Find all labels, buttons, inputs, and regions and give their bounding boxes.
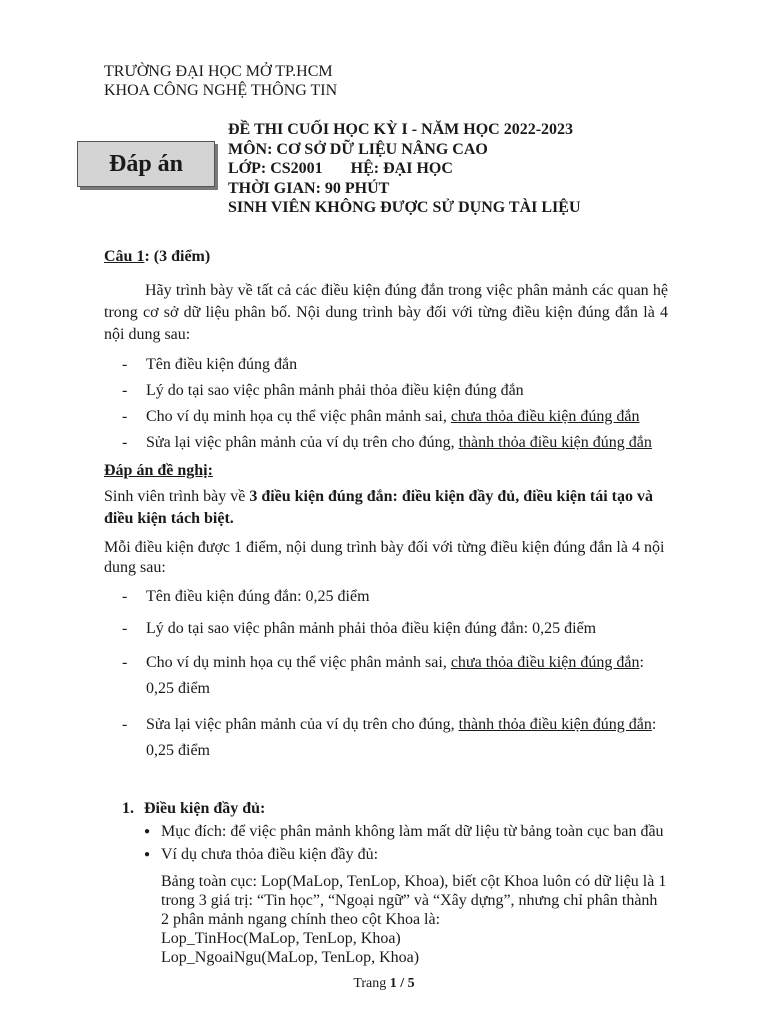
exam-subject: MÔN: CƠ SỞ DỮ LIỆU NÂNG CAO: [228, 140, 488, 158]
section-1-title: Điều kiện đầy đủ:: [144, 800, 266, 817]
list-item: - Lý do tại sao việc phân mảnh phải thỏa điều kiện đúng đắn: [104, 380, 668, 402]
exam-time: THỜI GIAN: 90 PHÚT: [228, 179, 390, 197]
fragment-2: Lop_NgoaiNgu(MaLop, TenLop, Khoa): [161, 949, 420, 966]
school-header: [104, 62, 337, 100]
exam-content: [104, 246, 668, 967]
question-1-label: Câu 1: [104, 248, 145, 265]
list-item: - Cho ví dụ minh họa cụ thể việc phân mảnh sai, chưa thỏa điều kiện đúng đắn: 0,25 điểm: [104, 650, 668, 702]
exam-class: LỚP: CS2001: [228, 160, 323, 177]
answer-scoring-list: [104, 586, 668, 764]
exam-title: ĐỀ THI CUỐI HỌC KỲ I - NĂM HỌC 2022-2023: [228, 121, 574, 138]
list-item: - Lý do tại sao việc phân mảnh phải thỏa điều kiện đúng đắn: 0,25 điểm: [104, 618, 668, 640]
list-item: - Cho ví dụ minh họa cụ thể việc phân mảnh sai, chưa thỏa điều kiện đúng đắn: [104, 406, 668, 428]
exam-system: HỆ: ĐẠI HỌC: [350, 160, 453, 177]
question-1-requirements: [104, 354, 668, 454]
section-1-example: [104, 872, 668, 967]
question-1-title: [104, 246, 668, 268]
page-footer: [0, 976, 768, 992]
list-item: - Tên điều kiện đúng đắn: 0,25 điểm: [104, 586, 668, 608]
section-1-heading: [104, 798, 668, 820]
answer-scoring: Mỗi điều kiện được 1 điểm, nội dung trình bày đối với từng điều kiện đúng đắn là 4 nội dung sau:: [104, 539, 665, 576]
answer-heading: Đáp án đề nghị:: [104, 462, 213, 479]
list-item: - Sửa lại việc phân mảnh của ví dụ trên cho đúng, thành thỏa điều kiện đúng đắn: 0,25 điểm: [104, 712, 668, 764]
fragment-1: Lop_TinHoc(MaLop, TenLop, Khoa): [161, 930, 401, 947]
answer-key-badge: [77, 141, 215, 187]
page-separator: /: [396, 976, 408, 991]
list-item: ● Mục đích: để việc phân mảnh không làm mất dữ liệu từ bảng toàn cục ban đầu: [104, 822, 668, 841]
example-text: Bảng toàn cục: Lop(MaLop, TenLop, Khoa), biết cột Khoa luôn có dữ liệu là 1 trong 3 giá trị: “Tin học”, “Ngoại ngữ” và “Xây dựng”, nhưng chỉ phân thành 2 phân mảnh ngang chính theo cột Khoa là:: [161, 873, 667, 928]
list-item: - Tên điều kiện đúng đắn: [104, 354, 668, 376]
answer-intro: Sinh viên trình bày về 3 điều kiện đúng đắn: điều kiện đầy đủ, điều kiện tái tạo và điều kiện tách biệt.: [104, 488, 653, 527]
list-item: - Sửa lại việc phân mảnh của ví dụ trên cho đúng, thành thỏa điều kiện đúng đắn: [104, 432, 668, 454]
list-item: ● Ví dụ chưa thỏa điều kiện đầy đủ:: [104, 845, 668, 864]
answer-key-label: Đáp án: [108, 150, 184, 177]
page-prefix: Trang: [353, 976, 390, 991]
section-1-bullets: [104, 822, 668, 864]
question-1-points: : (3 điểm): [144, 248, 211, 265]
page-total: 5: [407, 976, 415, 991]
page-number: 1: [389, 976, 397, 991]
faculty-name: KHOA CÔNG NGHỆ THÔNG TIN: [104, 82, 338, 99]
exam-info: [228, 120, 581, 218]
school-name: TRƯỜNG ĐẠI HỌC MỞ TP.HCM: [104, 63, 333, 80]
exam-note: SINH VIÊN KHÔNG ĐƯỢC SỬ DỤNG TÀI LIỆU: [228, 199, 581, 216]
question-1-prompt: Hãy trình bày về tất cả các điều kiện đúng đắn trong việc phân mảnh các quan hệ trong cơ sở dữ liệu phân bố. Nội dung trình bày đối với từng điều kiện đúng đắn là 4 nội dung sau:: [104, 282, 668, 343]
exam-class-row: [228, 159, 581, 179]
section-1-number: 1.: [122, 800, 134, 817]
